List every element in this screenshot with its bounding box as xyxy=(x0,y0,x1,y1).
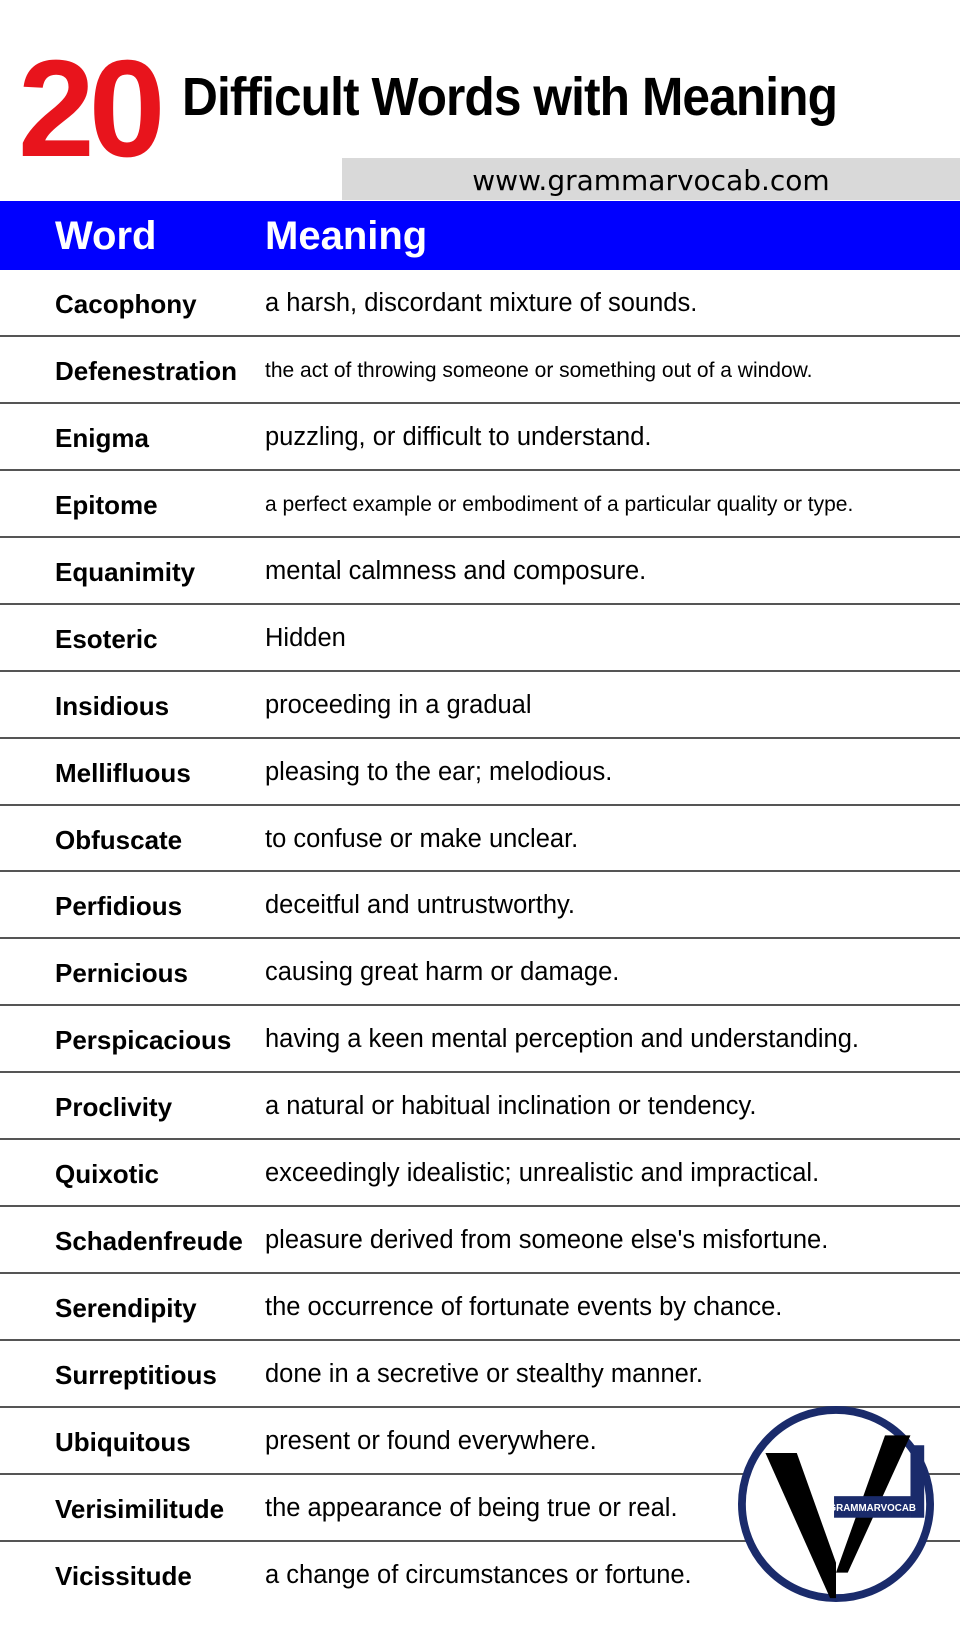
row-word: Defenestration xyxy=(55,355,238,386)
row-word: Perspicacious xyxy=(55,1025,232,1056)
table-row xyxy=(0,806,960,873)
row-word: Ubiquitous xyxy=(55,1426,191,1457)
row-word: Vicissitude xyxy=(55,1560,192,1591)
row-word: Perfidious xyxy=(55,891,183,922)
row-meaning: done in a secretive or stealthy manner. xyxy=(265,1360,703,1388)
table-row xyxy=(0,939,960,1006)
table-row xyxy=(0,605,960,672)
table-row xyxy=(0,1207,960,1274)
grammarvocab-logo-icon xyxy=(738,1406,934,1602)
row-word: Pernicious xyxy=(55,958,188,989)
row-meaning: deceitful and untrustworthy. xyxy=(265,891,575,920)
table-row xyxy=(0,270,960,337)
table-row xyxy=(0,1140,960,1207)
row-word: Obfuscate xyxy=(55,824,183,855)
row-meaning: pleasure derived from someone else's misfortune. xyxy=(265,1226,829,1255)
row-meaning: the act of throwing someone or something out of a window. xyxy=(265,358,813,382)
table-row xyxy=(0,1274,960,1341)
row-word: Verisimilitude xyxy=(55,1493,225,1524)
table-row xyxy=(0,1073,960,1140)
row-meaning: proceeding in a gradual xyxy=(265,690,532,719)
row-meaning: to confuse or make unclear. xyxy=(265,824,579,853)
row-meaning: a harsh, discordant mixture of sounds. xyxy=(265,289,698,317)
page-title: Difficult Words with Meaning xyxy=(182,67,838,127)
row-word: Serendipity xyxy=(55,1293,197,1324)
row-meaning: Hidden xyxy=(265,623,346,652)
row-meaning: a natural or habitual inclination or tendency. xyxy=(265,1092,757,1121)
row-word: Mellifluous xyxy=(55,757,191,788)
row-meaning: having a keen mental perception and understanding. xyxy=(265,1025,860,1054)
row-meaning: causing great harm or damage. xyxy=(265,958,620,987)
logo-text: GRAMMARVOCAB xyxy=(828,1502,916,1514)
table-header xyxy=(0,201,960,270)
row-word: Cacophony xyxy=(55,289,197,319)
row-meaning: mental calmness and composure. xyxy=(265,556,647,585)
table-row xyxy=(0,739,960,806)
row-word: Surreptitious xyxy=(55,1360,217,1390)
row-word: Esoteric xyxy=(55,623,158,654)
row-meaning: a perfect example or embodiment of a particular quality or type. xyxy=(265,492,854,516)
column-header-meaning: Meaning xyxy=(265,214,428,258)
table-row xyxy=(0,538,960,605)
row-meaning: puzzling, or difficult to understand. xyxy=(265,422,652,451)
row-word: Equanimity xyxy=(55,556,196,587)
row-meaning: exceedingly idealistic; unrealistic and impractical. xyxy=(265,1159,820,1188)
title-number: 20 xyxy=(18,32,160,186)
table-row xyxy=(0,1006,960,1073)
row-word: Insidious xyxy=(55,690,170,721)
row-meaning: a change of circumstances or fortune. xyxy=(265,1560,692,1589)
table-row xyxy=(0,1341,960,1408)
row-word: Quixotic xyxy=(55,1159,160,1190)
website-url: www.grammarvocab.com xyxy=(472,164,830,197)
row-meaning: pleasing to the ear; melodious. xyxy=(265,757,613,786)
table-row xyxy=(0,872,960,939)
column-header-word: Word xyxy=(55,214,157,258)
row-meaning: the occurrence of fortunate events by chance. xyxy=(265,1293,783,1322)
table-row xyxy=(0,471,960,538)
row-meaning: present or found everywhere. xyxy=(265,1426,597,1455)
row-word: Schadenfreude xyxy=(55,1226,243,1257)
table-row xyxy=(0,672,960,739)
row-word: Enigma xyxy=(55,422,149,453)
row-word: Epitome xyxy=(55,489,158,520)
row-word: Proclivity xyxy=(55,1092,173,1123)
table-row xyxy=(0,404,960,471)
website-banner xyxy=(342,158,960,200)
row-meaning: the appearance of being true or real. xyxy=(265,1493,678,1522)
table-row xyxy=(0,337,960,404)
